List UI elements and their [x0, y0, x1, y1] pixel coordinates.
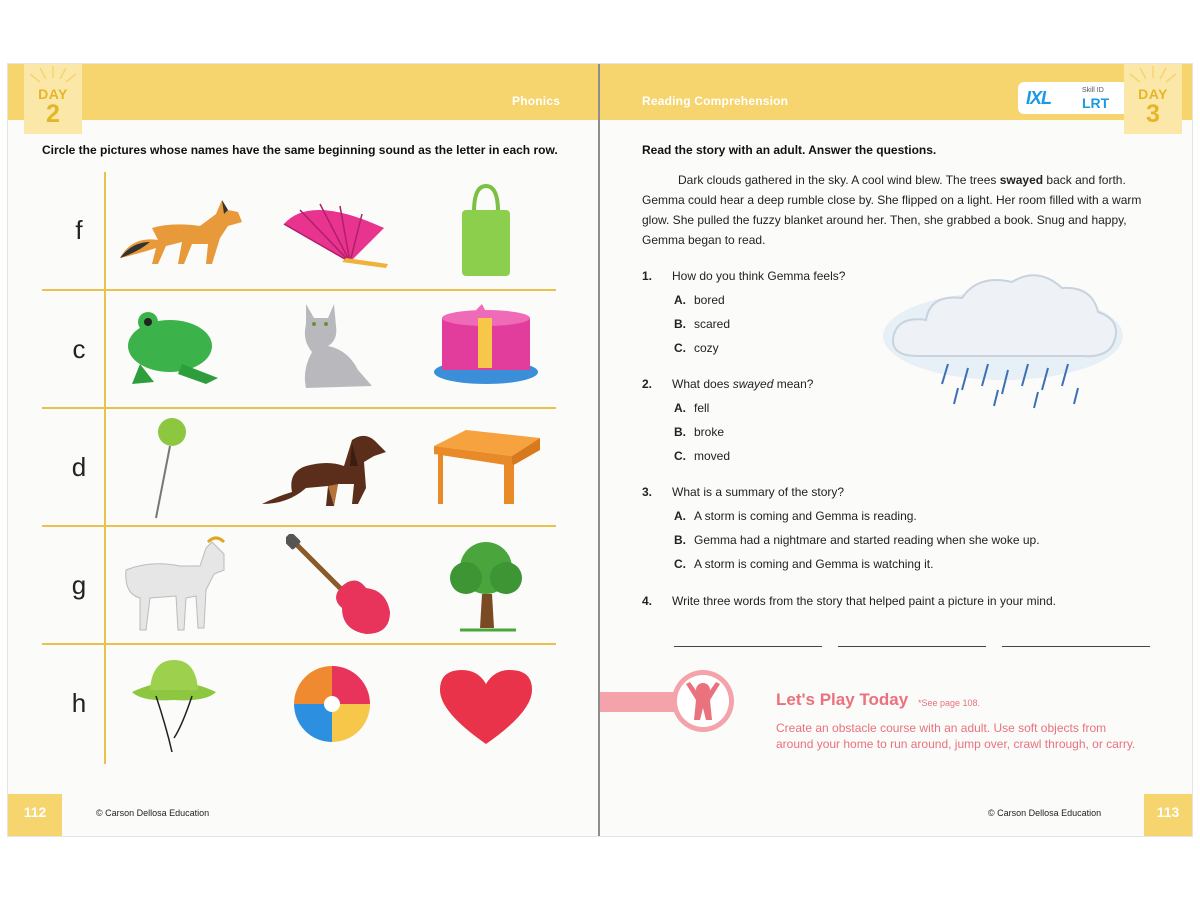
lets-play-text: Create an obstacle course with an adult. Use soft objects from around your home to run around, jump over, crawl through, or carry. — [776, 721, 1136, 751]
row-letter: c — [72, 334, 86, 364]
row-letter: g — [71, 570, 87, 600]
answer-option[interactable]: C. cozy — [674, 341, 719, 355]
frog-icon[interactable] — [122, 304, 226, 388]
desk-icon[interactable] — [432, 426, 544, 508]
bag-icon[interactable] — [458, 184, 514, 278]
day-label: DAY — [1138, 86, 1168, 102]
lets-play-note: *See page 108. — [918, 698, 981, 708]
fan-icon[interactable] — [280, 198, 392, 268]
day-tab — [1124, 64, 1182, 134]
question-text: How do you think Gemma feels? — [672, 269, 846, 283]
page-number: 113 — [1144, 794, 1192, 836]
grid-row-divider — [42, 643, 556, 645]
instruction: Circle the pictures whose names have the same beginning sound as the letter in each row. — [42, 143, 558, 157]
kid-cheering-icon — [670, 668, 736, 734]
ball-icon[interactable] — [292, 664, 372, 744]
hat-icon[interactable] — [130, 656, 218, 754]
answer-option[interactable]: B. Gemma had a nightmare and started reading when she woke up. — [674, 533, 1040, 547]
row-letter: d — [71, 452, 87, 482]
right-page — [600, 64, 1192, 836]
answer-option[interactable]: A. fell — [674, 401, 710, 415]
day-tab — [24, 64, 82, 134]
skill-id-code: LRT — [1082, 95, 1110, 111]
section-title: Reading Comprehension — [642, 94, 789, 108]
sun-rays-icon — [1124, 64, 1182, 88]
grid-vertical-line — [104, 172, 106, 764]
story-paragraph — [642, 170, 1154, 250]
answer-option[interactable]: A. bored — [674, 293, 725, 307]
question-number: 2. — [642, 377, 653, 391]
rain-cloud-icon — [878, 264, 1128, 424]
dog-icon[interactable] — [258, 422, 388, 512]
story-text: Dark clouds gathered in the sky. A cool wind blew. The trees — [678, 173, 1000, 187]
question-text: Write three words from the story that helped paint a picture in your mind. — [672, 594, 1056, 608]
section-title: Phonics — [512, 94, 561, 108]
copyright: © Carson Dellosa Education — [988, 808, 1102, 818]
day-number: 3 — [1146, 100, 1160, 128]
answer-line[interactable] — [674, 646, 822, 647]
grid-row-divider — [42, 525, 556, 527]
skill-id-label: Skill ID — [1082, 87, 1104, 94]
tree-icon[interactable] — [446, 538, 528, 634]
answer-option[interactable]: B. broke — [674, 425, 725, 439]
row-letter: f — [75, 215, 83, 245]
ixl-badge[interactable] — [1018, 82, 1128, 114]
story-bold-word: swayed — [999, 173, 1044, 187]
grid-row-divider — [42, 289, 556, 291]
question-number: 1. — [642, 269, 653, 283]
page-number: 112 — [8, 794, 62, 836]
left-page — [8, 64, 598, 836]
day-label: DAY — [38, 86, 68, 102]
heart-icon[interactable] — [438, 668, 534, 746]
ixl-logo: IXL — [1026, 88, 1052, 108]
answer-line[interactable] — [838, 646, 986, 647]
answer-option[interactable]: C. A storm is coming and Gemma is watching it. — [674, 557, 934, 571]
answer-option[interactable]: C. moved — [674, 449, 731, 463]
answer-line[interactable] — [1002, 646, 1150, 647]
question-number: 3. — [642, 485, 653, 499]
fox-icon[interactable] — [112, 192, 248, 272]
goat-icon[interactable] — [120, 536, 230, 632]
cat-icon[interactable] — [298, 300, 378, 392]
cake-icon[interactable] — [432, 302, 542, 388]
row-letter: h — [71, 688, 87, 718]
pin-icon[interactable] — [148, 416, 192, 522]
day-number: 2 — [46, 100, 60, 128]
copyright: © Carson Dellosa Education — [96, 808, 210, 818]
grid-row-divider — [42, 407, 556, 409]
answer-option[interactable]: B. scared — [674, 317, 731, 331]
guitar-icon[interactable] — [286, 534, 394, 638]
question-number: 4. — [642, 594, 653, 608]
question-text: What does swayed mean? — [672, 377, 814, 391]
workbook-spread — [8, 64, 1192, 836]
story-text: back and forth. Gemma could hear a deep rumble close by. She flipped on a light. Her room filled with a warm glow. She pulled the fuzzy blanket around her. Then, she grabbed a book. Snug and happy, Gemma began to read. — [642, 173, 1142, 247]
question-text: What is a summary of the story? — [672, 485, 845, 499]
header-band — [8, 64, 598, 120]
answer-option[interactable]: A. A storm is coming and Gemma is reading. — [674, 509, 917, 523]
instruction: Read the story with an adult. Answer the questions. — [642, 143, 937, 157]
sun-rays-icon — [24, 64, 82, 88]
lets-play-title: Let's Play Today — [776, 690, 909, 709]
